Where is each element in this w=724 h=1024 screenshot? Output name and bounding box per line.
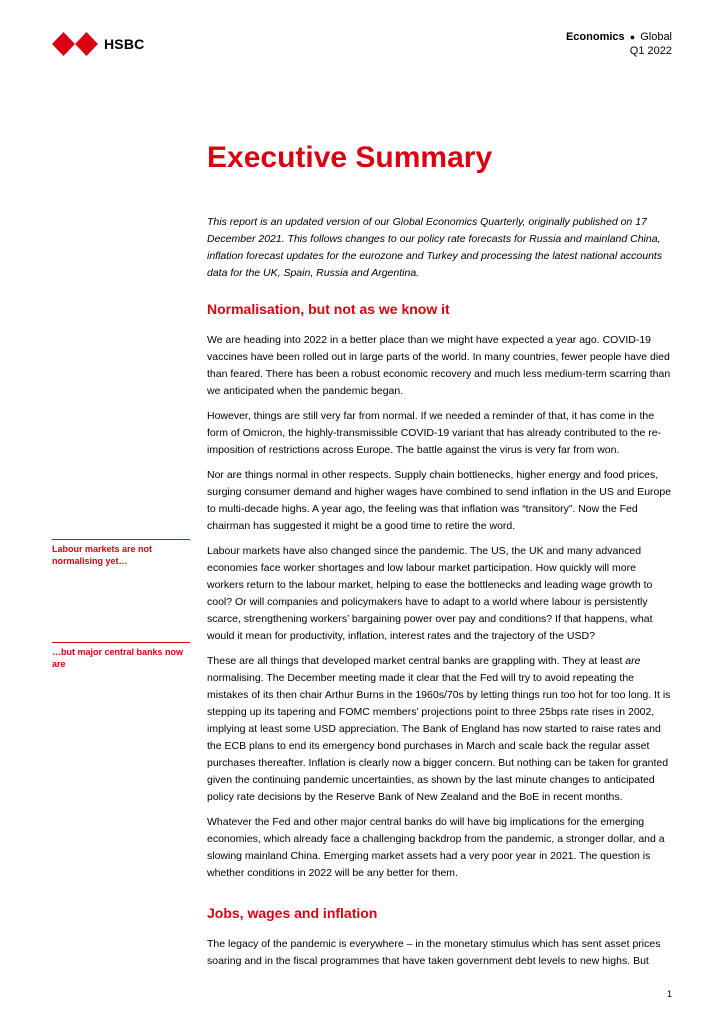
paragraph: Labour markets have also changed since the pandemic. The US, the UK and many advanced economies face worker shortages and low labour market participation. How quickly will more workers return to the labour market, helping to ease the bottlenecks and leading wage growth to cool? Or will companies and policymakers have to adapt to a world where labour is persistently scarce, strengthening workers’ bargaining power over pay and conditions? If that happens, what would it mean for productivity, inflation, interest rates and the trajectory of the USD? [207,545,653,642]
header-separator: ● [629,32,636,42]
paragraph: Whatever the Fed and other major central banks do will have big implications for the emerging economies, which already face a challenging backdrop from the pandemic, a stronger dollar, and a slowing mainland China. Emerging market assets had a very poor year in 2021. The question is whether conditions in 2022 will be any better for them. [207,816,665,879]
report-period: Q1 2022 [629,45,672,57]
sidenote-labour-markets: Labour markets are not normalising yet… [52,539,190,567]
paragraph [207,653,675,806]
page-number: 1 [666,989,672,999]
section-heading-normalisation: Normalisation, but not as we know it [207,301,450,317]
intro-paragraph: This report is an updated version of our Global Economics Quarterly, originally published on 17 December 2021. This follows changes to our policy rate forecasts for Russia and mainland China, inflation forecast updates for the eurozone and Turkey and processing the latest national accounts data for the UK, Spain, Russia and Argentina. [207,216,663,279]
paragraph: We are heading into 2022 in a better place than we might have expected a year ago. COVID-19 vaccines have been rolled out in large parts of the world. In many countries, fewer people have died than feared. There has been a robust economic recovery and much less medium-term scarring than we anticipated when the pandemic began. [207,334,671,397]
paragraph-text: These are all things that developed market central banks are grappling with. They at least [207,655,626,667]
paragraph-text: normalising. The December meeting made it clear that the Fed will try to avoid repeating the mistakes of its then chair Arthur Burns in the 1960s/70s by letting things run too hot for too long. It is stepping up its tapering and FOMC members’ projections point to three 25bps rate rises in 2002, implying at least some USD appreciation. The Bank of England has now started to raise rates and the ECB plans to end its emergency bond purchases in March and scale back the regular asset purchases thereafter. Inflation is clearly now a bigger concern. But nothing can be taken for granted given the continuing pandemic uncertainties, as shown by the last minute changes to anticipated policy rate decisions by the Reserve Bank of New Zealand and the BoE in recent months. [207,672,671,803]
paragraph: Nor are things normal in other respects. Supply chain bottlenecks, higher energy and food prices, surging consumer demand and higher wages have combined to send inflation in the US and Europe to multi-decade highs. A year ago, the feeling was that inflation was “transitory”. Now the Fed chairman has suggested it might be a good time to retire the word. [207,469,672,532]
section-heading-jobs-wages: Jobs, wages and inflation [207,905,378,921]
brand-name: HSBC [104,36,145,52]
hsbc-hexagon-icon [52,32,98,56]
sidenote-central-banks: …but major central banks now are [52,642,190,670]
report-section: Economics [565,31,625,43]
paragraph: However, things are still very far from normal. If we needed a reminder of that, it has come in the form of Omicron, the highly-transmissible COVID-19 variant that has already contributed to the re-imposition of restrictions across Europe. The battle against the virus is very far from won. [207,410,662,456]
main-content [207,214,675,978]
report-region: Global [640,31,672,43]
paragraph: The legacy of the pandemic is everywhere – in the monetary stimulus which has sent asset prices soaring and in the fiscal programmes that have taken government debt levels to new highs. But [207,938,661,967]
emphasis: are [625,655,641,667]
page-title: Executive Summary [207,141,493,174]
hsbc-logo [52,31,144,57]
report-header [566,30,672,58]
